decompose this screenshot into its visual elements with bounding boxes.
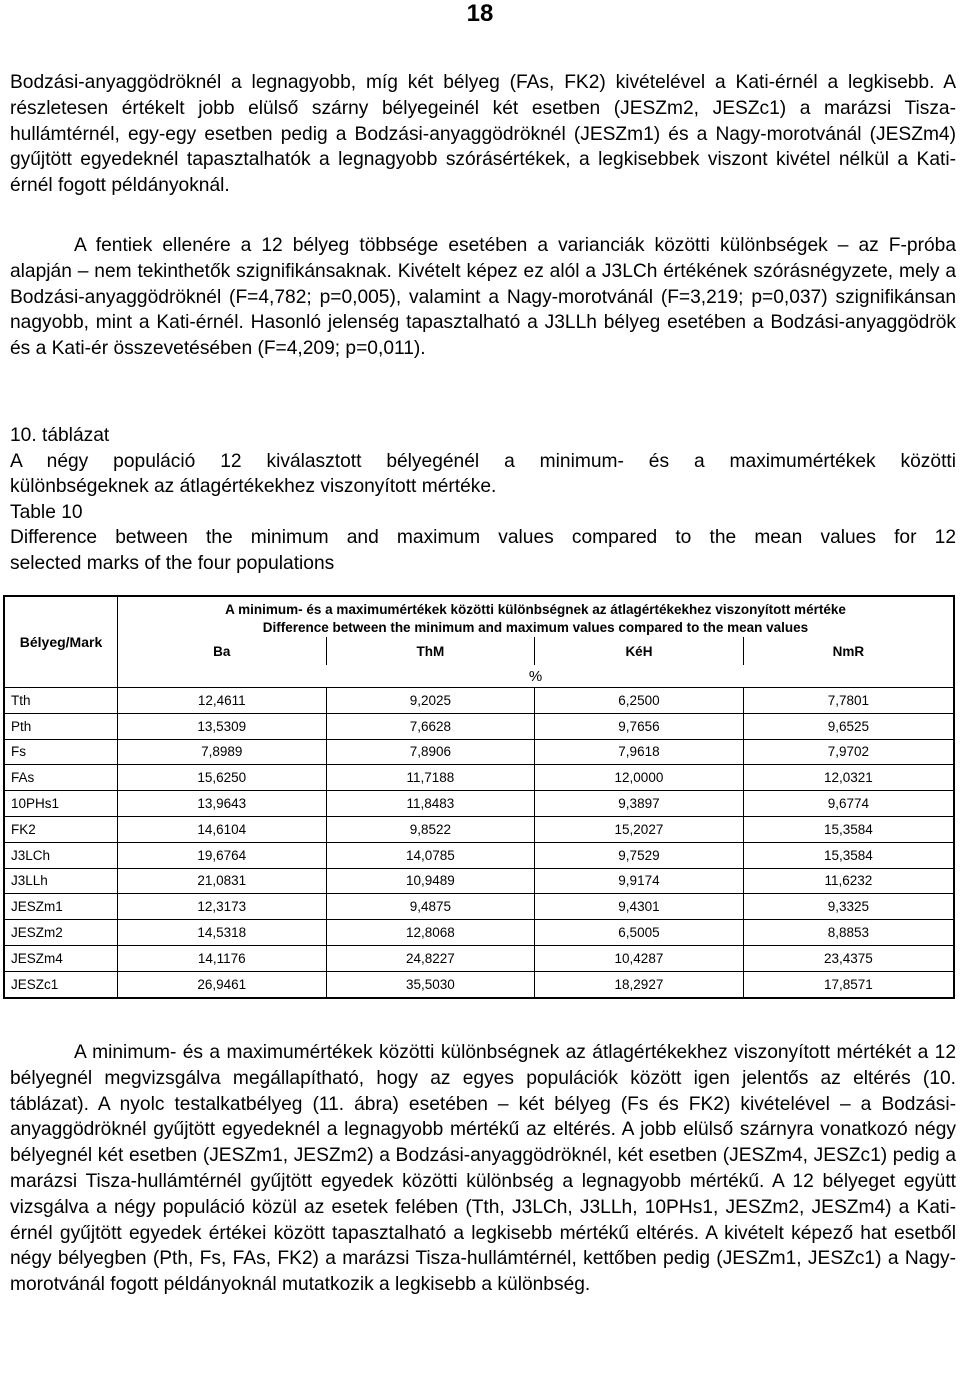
cell-keh: 9,7529 (535, 842, 744, 868)
row-mark: JESZm1 (4, 894, 118, 920)
row-mark: JESZm4 (4, 945, 118, 971)
cell-nmr: 9,6774 (743, 791, 954, 817)
paragraph-1: Bodzási-anyaggödröknél a legnagyobb, míg két bélyeg (FAs, FK2) kivételével a Kati-érnél a legkisebb. A részletesen értékelt jobb elülső szárny bélyegeinél két esetben (JESZm2, JESZc1) a marázsi Tisza-hullámtérnél, egy-egy esetben pedig a Bodzási-anyaggödröknél (JESZm1) és a Nagy-morotvánál (JESZm4) gyűjtött egyedeknél tapasztalhatók a legnagyobb szórásértékek, a legkisebbek viszont kivétel nélkül a Kati-érnél fogott példányoknál. (10, 72, 956, 197)
cell-ba: 13,9643 (118, 791, 327, 817)
row-mark: JESZm2 (4, 920, 118, 946)
caption-title-en-line1: Difference between the minimum and maximum values compared to the mean values for 12 (10, 527, 956, 548)
column-header-ba: Ba (118, 637, 327, 665)
row-mark: J3LCh (4, 842, 118, 868)
cell-ba: 21,0831 (118, 868, 327, 894)
cell-keh: 9,3897 (535, 791, 744, 817)
row-mark: 10PHs1 (4, 791, 118, 817)
cell-nmr: 11,6232 (743, 868, 954, 894)
caption-title-hu-line2: különbségeknek az átlagértékekhez viszonyított mértéke. (10, 476, 497, 497)
cell-nmr: 8,8853 (743, 920, 954, 946)
mark-column-header: Bélyeg/Mark (4, 596, 118, 688)
column-header-keh: KéH (535, 637, 744, 665)
cell-nmr: 9,3325 (743, 894, 954, 920)
table-row (4, 842, 954, 868)
cell-nmr: 17,8571 (743, 971, 954, 997)
table-row (4, 920, 954, 946)
table-row (4, 739, 954, 765)
page-number: 18 (466, 0, 494, 27)
cell-thm: 9,8522 (326, 816, 535, 842)
cell-keh: 9,9174 (535, 868, 744, 894)
cell-thm: 7,6628 (326, 713, 535, 739)
caption-number-en: Table 10 (10, 501, 83, 523)
table-row (4, 894, 954, 920)
span-header (118, 596, 955, 637)
cell-thm: 11,7188 (326, 765, 535, 791)
cell-ba: 13,5309 (118, 713, 327, 739)
row-mark: Tth (4, 688, 118, 714)
cell-nmr: 15,3584 (743, 816, 954, 842)
cell-ba: 14,6104 (118, 816, 327, 842)
row-mark: Pth (4, 713, 118, 739)
cell-ba: 12,3173 (118, 894, 327, 920)
table-row (4, 816, 954, 842)
cell-keh: 18,2927 (535, 971, 744, 997)
table-row (4, 945, 954, 971)
cell-thm: 11,8483 (326, 791, 535, 817)
table-row (4, 791, 954, 817)
table-body (4, 688, 954, 998)
data-table (3, 595, 955, 999)
table-row (4, 765, 954, 791)
cell-nmr: 15,3584 (743, 842, 954, 868)
cell-thm: 9,2025 (326, 688, 535, 714)
span-header-hu: A minimum- és a maximumértékek közötti különbségnek az átlagértékekhez viszonyított mértéke (225, 602, 846, 617)
row-mark: JESZc1 (4, 971, 118, 997)
table-row (4, 868, 954, 894)
row-mark: FAs (4, 765, 118, 791)
cell-keh: 7,9618 (535, 739, 744, 765)
cell-keh: 10,4287 (535, 945, 744, 971)
cell-thm: 7,8906 (326, 739, 535, 765)
cell-ba: 19,6764 (118, 842, 327, 868)
paragraph-3: A minimum- és a maximumértékek közötti különbségnek az átlagértékekhez viszonyított mértékét a 12 bélyegnél megvizsgálva megállapítható, hogy az egyes populációk között igen jelentős az eltérés (10. táblázat). A nyolc testalkatbélyeg (11. ábra) esetében – két bélyeg (Fs és FK2) kivételével – a Bodzási-anyaggödröknél gyűjtött egyedeknél a legnagyobb mértékű az eltérés. A jobb elülső szárnyra vonatkozó négy bélyegnél két esetben (JESZm1, JESZm2) a Bodzási-anyaggödröknél, két esetben (JESZm4, JESZc1) pedig a marázsi Tisza-hullámtérnél gyűjtött egyedek közötti különbség a legnagyobb mértékű. A 12 bélyeget együtt vizsgálva a négy populáció közül az esetek felében (Tth, J3LCh, J3LLh, 10PHs1, JESZm2, JESZm4) a Kati-érnél gyűjtött egyedek értékei között tapasztalható a legkisebb mértékű eltérés. A kivételt képező hat esetből négy bélyegben (Pth, Fs, FAs, FK2) a marázsi Tisza-hullámtérnél, kettőben pedig (JESZm1, JESZc1) a Nagy-morotvánál fogott példányoknál mutatkozik a legkisebb a különbség. (10, 1042, 956, 1296)
cell-nmr: 7,7801 (743, 688, 954, 714)
cell-ba: 7,8989 (118, 739, 327, 765)
cell-thm: 24,8227 (326, 945, 535, 971)
table-row (4, 971, 954, 997)
cell-keh: 6,2500 (535, 688, 744, 714)
unit-label: % (118, 665, 955, 688)
cell-keh: 9,4301 (535, 894, 744, 920)
cell-keh: 15,2027 (535, 816, 744, 842)
row-mark: Fs (4, 739, 118, 765)
cell-ba: 12,4611 (118, 688, 327, 714)
cell-ba: 15,6250 (118, 765, 327, 791)
cell-thm: 10,9489 (326, 868, 535, 894)
caption-title-hu-line1: A négy populáció 12 kiválasztott bélyegénél a minimum- és a maximumértékek közötti (10, 450, 956, 472)
cell-nmr: 12,0321 (743, 765, 954, 791)
cell-keh: 6,5005 (535, 920, 744, 946)
row-mark: FK2 (4, 816, 118, 842)
span-header-en: Difference between the minimum and maximum values compared to the mean values (262, 620, 809, 635)
cell-thm: 9,4875 (326, 894, 535, 920)
cell-thm: 12,8068 (326, 920, 535, 946)
caption-number-hu: 10. táblázat (10, 425, 110, 446)
paragraph-2: A fentiek ellenére a 12 bélyeg többsége esetében a varianciák közötti különbségek – az F-próba alapján – nem tekinthetők szignifikánsaknak. Kivételt képez ez alól a J3LCh értékének szórásnégyzete, mely a Bodzási-anyaggödröknél (F=4,782; p=0,005), valamint a Nagy-morotvánál (F=3,219; p=0,037) szignifikánsan nagyobb, mint a Kati-érnél. Hasonló jelenség tapasztalható a J3LLh bélyeg esetében a Bodzási-anyaggödrök és a Kati-ér összevetésében (F=4,209; p=0,011). (10, 235, 956, 360)
column-header-nmr: NmR (743, 637, 954, 665)
cell-keh: 12,0000 (535, 765, 744, 791)
cell-nmr: 9,6525 (743, 713, 954, 739)
cell-keh: 9,7656 (535, 713, 744, 739)
cell-nmr: 23,4375 (743, 945, 954, 971)
table-caption (10, 423, 956, 576)
cell-ba: 26,9461 (118, 971, 327, 997)
table-row (4, 713, 954, 739)
caption-title-en-line2: selected marks of the four populations (10, 552, 335, 574)
cell-thm: 35,5030 (326, 971, 535, 997)
row-mark: J3LLh (4, 868, 118, 894)
cell-nmr: 7,9702 (743, 739, 954, 765)
table-row (4, 688, 954, 714)
cell-ba: 14,5318 (118, 920, 327, 946)
cell-thm: 14,0785 (326, 842, 535, 868)
column-header-thm: ThM (326, 637, 535, 665)
cell-ba: 14,1176 (118, 945, 327, 971)
